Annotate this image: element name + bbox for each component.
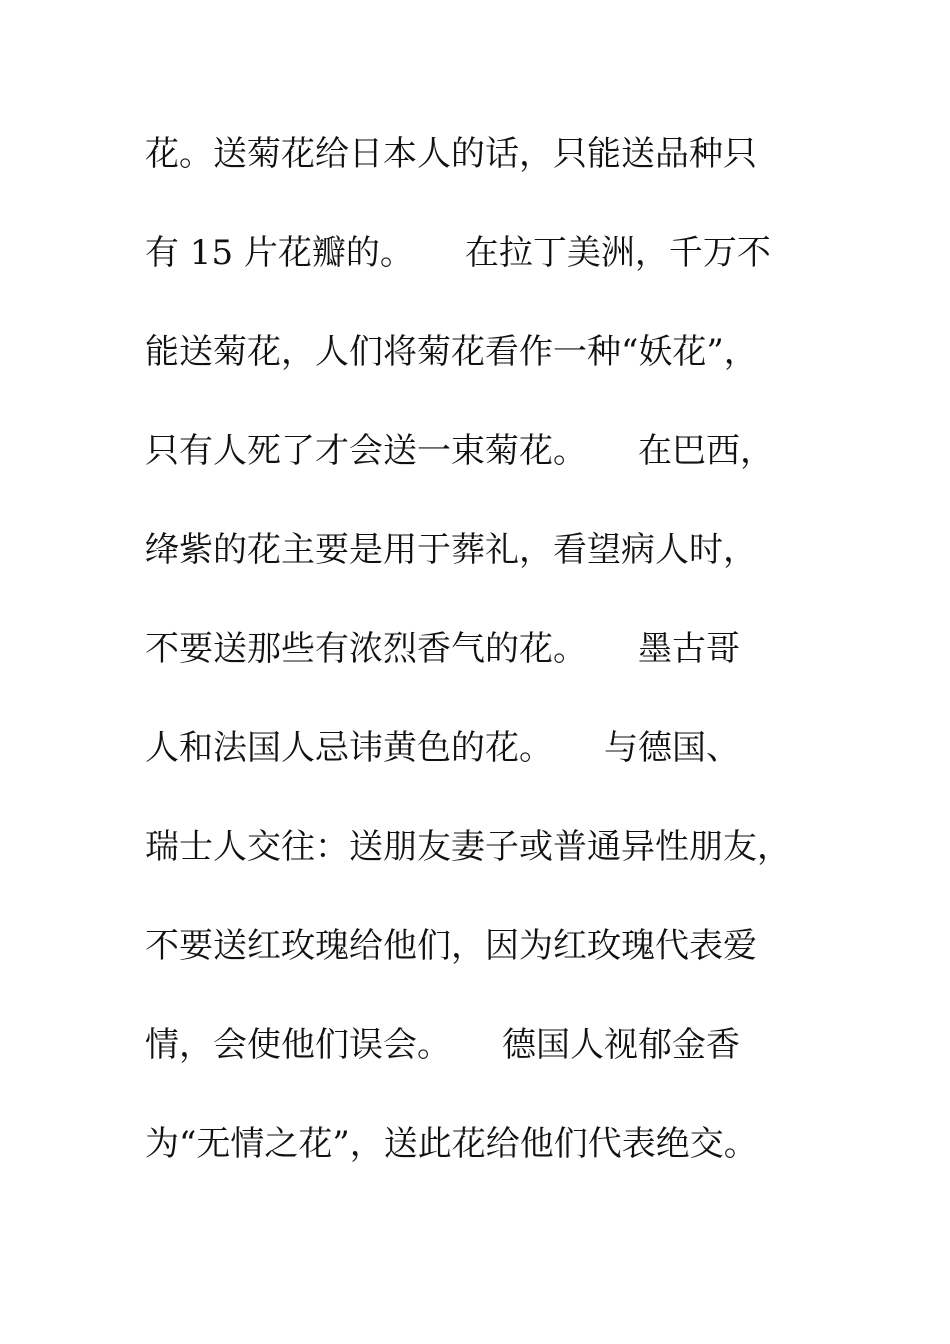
text-line: 花。送菊花给日本人的话，只能送品种只 [145, 134, 757, 174]
text-line: 绛紫的花主要是用于葬礼，看望病人时， [145, 530, 757, 570]
text-line: 只有人死了才会送一束菊花。 在巴西， [145, 431, 774, 471]
text-line: 能送菊花，人们将菊花看作一种“妖花”， [145, 332, 758, 372]
text-line: 有 15 片花瓣的。 在拉丁美洲，千万不 [145, 233, 771, 273]
text-line: 瑞士人交往：送朋友妻子或普通异性朋友， [145, 827, 791, 867]
text-line: 人和法国人忌讳黄色的花。 与德国、 [145, 728, 740, 768]
body-text [145, 126, 845, 1215]
text-line: 为“无情之花”，送此花给他们代表绝交。 [145, 1124, 758, 1164]
text-line: 不要送那些有浓烈香气的花。 墨古哥 [145, 629, 740, 669]
text-line: 不要送红玫瑰给他们，因为红玫瑰代表爱 [145, 926, 757, 966]
text-line: 情，会使他们误会。 德国人视郁金香 [145, 1025, 740, 1065]
